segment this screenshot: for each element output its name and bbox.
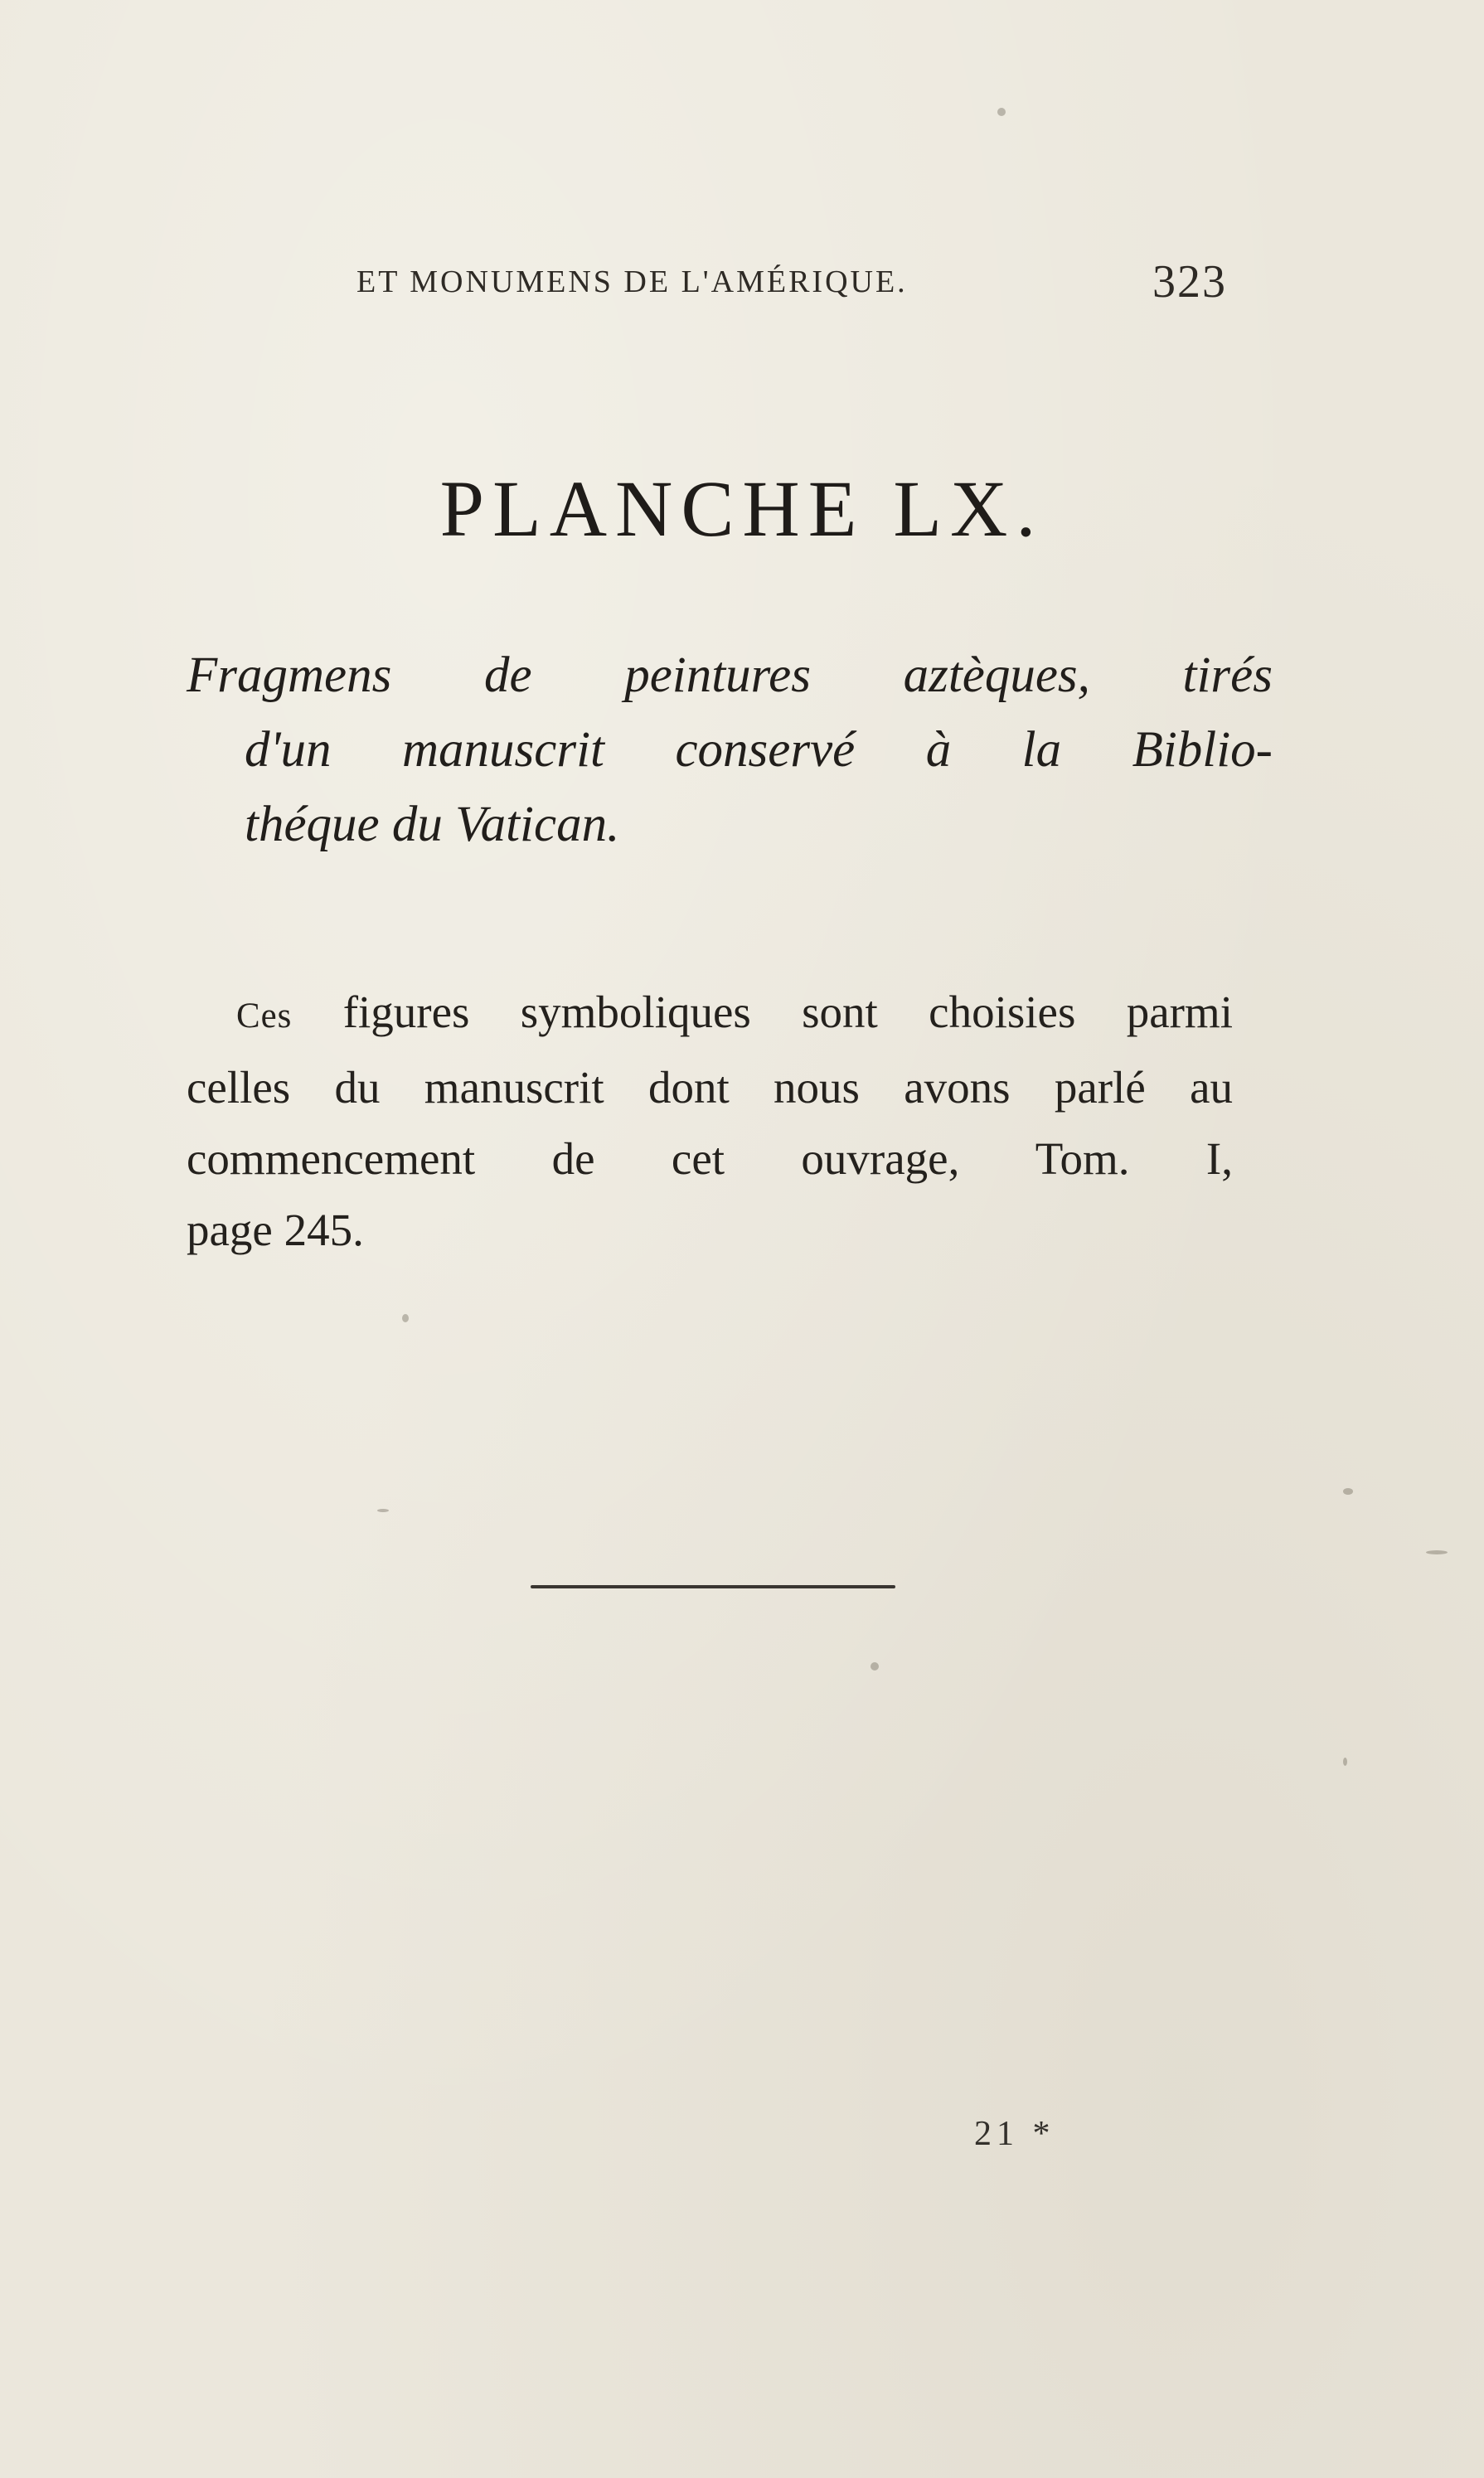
paper-speck [1343, 1488, 1353, 1495]
section-divider-rule [531, 1585, 895, 1588]
page-number: 323 [1152, 256, 1227, 308]
small-caps-opening-word: Ces [236, 997, 293, 1035]
printer-signature-mark: 21 * [974, 2115, 1055, 2153]
body-line: page 245. [187, 1205, 364, 1255]
paper-speck [997, 108, 1006, 116]
subtitle-line: d'un manuscrit conservé à la Biblio- [245, 722, 1273, 778]
paper-speck [402, 1314, 409, 1322]
body-line [187, 977, 1233, 1052]
body-line-text: figures symboliques sont choisies parmi [342, 987, 1233, 1037]
plate-title: PLANCHE LX. [439, 464, 1045, 553]
body-paragraph [187, 977, 1233, 1266]
subtitle-line: théque du Vatican. [245, 797, 620, 852]
paper-speck [1426, 1550, 1448, 1554]
body-line: celles du manuscrit dont nous avons parlé au [187, 1062, 1233, 1113]
subtitle-line: Fragmens de peintures aztèques, tirés [187, 647, 1273, 703]
paper-speck [871, 1662, 879, 1671]
running-head [356, 255, 1227, 308]
plate-subtitle [187, 638, 1273, 862]
paper-speck [377, 1509, 389, 1512]
running-title: ET MONUMENS DE L'AMÉRIQUE. [356, 264, 908, 299]
paper-speck [1343, 1758, 1347, 1766]
body-line: commencement de cet ouvrage, Tom. I, [187, 1133, 1233, 1184]
